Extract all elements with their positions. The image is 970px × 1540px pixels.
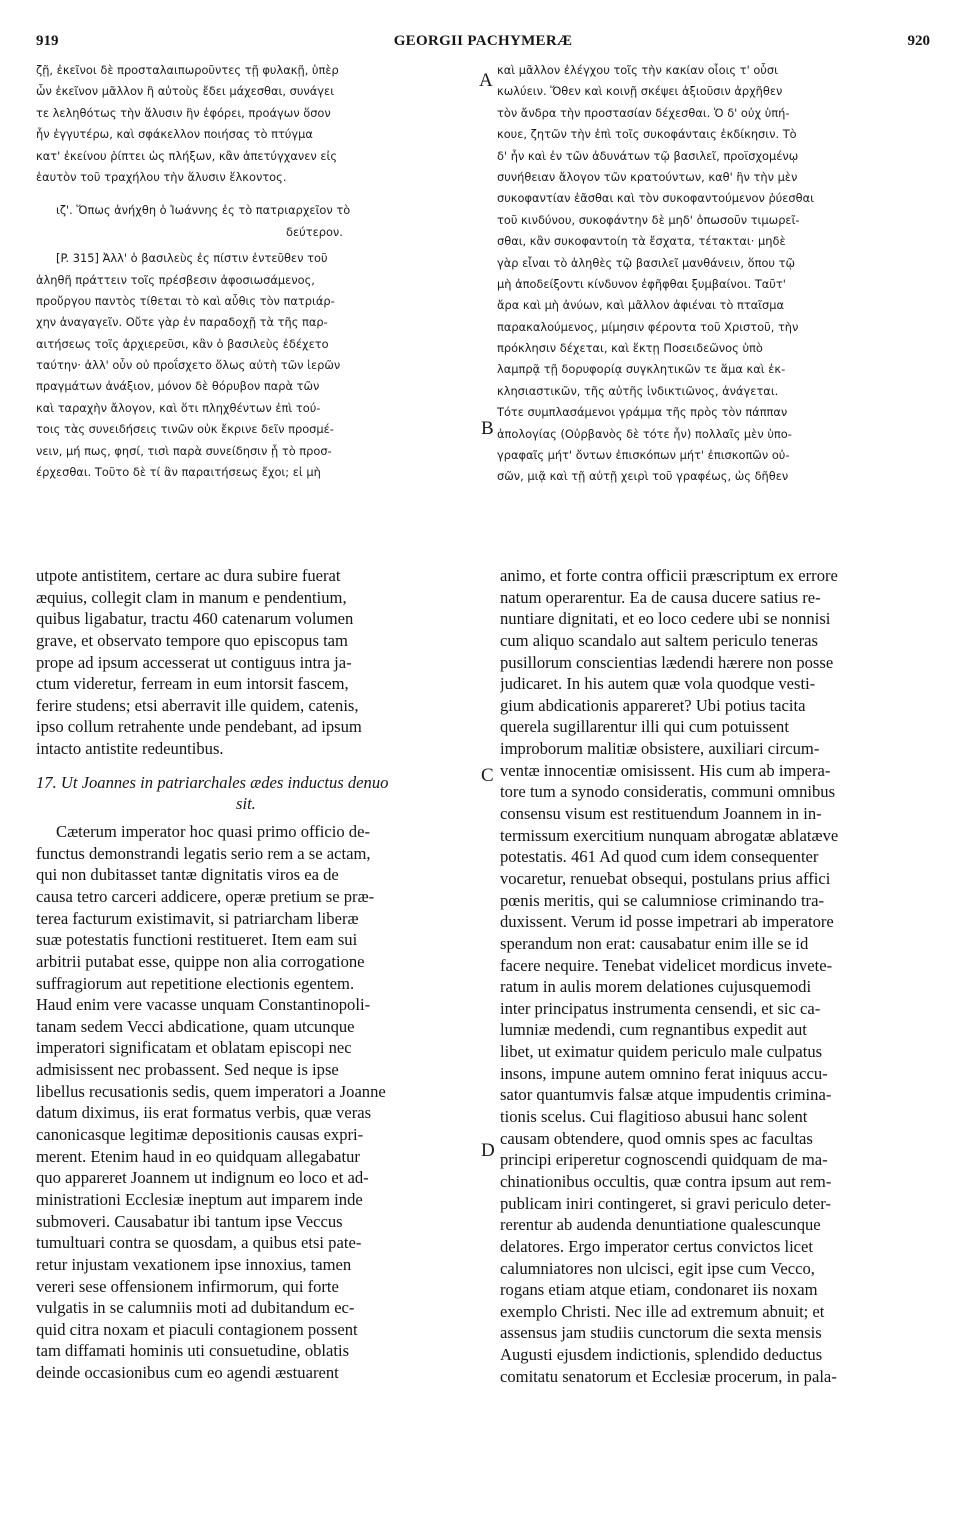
latin-line: quo appareret Joannem ut indignum eo loco et ad- <box>36 1168 369 1188</box>
greek-line: ἑαυτὸν τοῦ τραχήλου τὴν ἅλυσιν ἕλκοντος. <box>36 169 287 184</box>
latin-line: ferire studens; etsi aberravit ille quidem, catenis, <box>36 695 359 715</box>
latin-line: terea facturum existimavit, si patriarcham liberæ <box>36 908 359 928</box>
latin-line: assensus jam studiis cunctorum die sexta mensis <box>500 1323 822 1343</box>
latin-line: nuntiare dignitati, et eo loco cedere ubi se nonnisi <box>500 609 831 629</box>
running-header <box>36 33 930 55</box>
latin-line: duxissent. Verum id posse impetrari ab imperatore <box>500 912 834 932</box>
latin-line: calumniatores non ulcisci, egit ipse cum Vecco, <box>500 1258 815 1278</box>
greek-line: τε λεληθότως τὴν ἅλυσιν ἣν ἐφόρει, προάγων ὅσον <box>36 105 331 120</box>
latin-line: rerentur ab audenda denuntiatione qualescunque <box>500 1215 821 1235</box>
greek-chapter-heading-cont: δεύτερον. <box>286 224 343 239</box>
latin-line: animo, et forte contra officii præscriptum ex errore <box>500 566 838 585</box>
latin-line: delatores. Ergo imperator certus convictos licet <box>500 1236 814 1256</box>
greek-line: λαμπρᾷ τῇ δορυφορίᾳ συγκλητικῶν τε ἅμα καὶ ἐκ- <box>497 362 786 377</box>
latin-line: merent. Etenim haud in eo quidquam allegabatur <box>36 1146 360 1166</box>
greek-chapter-heading: ιζ'. Ὅπως ἀνήχθη ὁ Ἰωάννης ἐς τὸ πατριαρχεῖον τὸ <box>56 203 351 218</box>
latin-line: admisissent nec probassent. Sed neque is ipse <box>36 1060 339 1080</box>
greek-line: γραφαῖς μήτ' ὄντων ἐπισκόπων μήτ' ἐπισκοπῶν οὐ- <box>497 448 790 463</box>
latin-line: prope ad ipsum accesserat ut contiguus intra ja- <box>36 652 352 672</box>
latin-line: vulgatis in se calumniis moti ad dubitandum ec- <box>36 1298 355 1318</box>
latin-line: natum operarentur. Ea de causa ducere satius re- <box>500 587 821 607</box>
latin-line: libet, ut eximatur quidem periculo male culpatus <box>500 1042 823 1062</box>
latin-line: submoveri. Causabatur ibi tantum ipse Veccus <box>36 1211 343 1231</box>
latin-line: ipso collum retrahente unde pendebant, ad ipsum <box>36 717 362 737</box>
latin-line: ctum videretur, ferream in eum intorsit fascem, <box>36 674 349 694</box>
latin-line: querela sugillarentur illi qui cum potuissent <box>500 717 789 737</box>
latin-line: sator quantumvis falsæ atque impudentis criminа- <box>500 1085 832 1105</box>
latin-line: datum diximus, iis erat formatus verbis, quæ veras <box>36 1103 372 1123</box>
latin-line: facere nequire. Tenebat videlicet mordicus invete- <box>500 955 833 975</box>
greek-line: τοῦ κινδύνου, συκοφάντην δὲ μηδ' ὁπωσοῦν τιμωρεῖ- <box>497 212 800 227</box>
latin-line: libellus recusationis sedis, quem imperatori a Joanne <box>36 1081 386 1101</box>
latin-line: suæ potestatis functioni restitueret. Item eam sui <box>36 930 358 950</box>
latin-line: imperatori significatam et oblatam episcopi nec <box>36 1038 352 1058</box>
greek-line: καὶ ταραχὴν ἄλογον, καὶ ὅτι πληχθέντων ἐπὶ τού- <box>36 400 321 415</box>
latin-line: termissum exercitium nunquam abrogatæ ablatæve <box>500 825 839 845</box>
latin-line: potestatis. 461 Ad quod cum idem consequenter <box>500 847 819 867</box>
greek-line: σθαι, κἂν συκοφαντοίη τὰ ἔσχατα, τέτακται· μηδὲ <box>497 234 786 249</box>
latin-line: tanam sedem Vecci abdicatione, quam utcunque <box>36 1016 355 1036</box>
greek-line: χην ἀναγαγεῖν. Οὔτε γὰρ ἐν παραδοχῇ τὰ τῆς παρ- <box>36 315 328 330</box>
latin-line: grave, et observato tempore quo episcopus tam <box>36 630 348 650</box>
latin-line: exemplo Christi. Nec ille ad extremum abnuit; et <box>500 1301 825 1321</box>
greek-line: αιτήσεως τοῖς ἀρχιερεῦσι, κἂν ὁ βασιλεὺς ἐδέχετο <box>36 336 329 351</box>
greek-line: καὶ μᾶλλον ἐλέγχου τοῖς τὴν κακίαν οἷοις τ' οὖσι <box>497 63 778 77</box>
latin-line: consensu visum est restituendum Joannem in in- <box>500 804 822 824</box>
greek-text-right-column <box>497 60 935 488</box>
latin-line: vereri sese offensionem infirmorum, qui forte <box>36 1276 339 1296</box>
greek-line: ἀπολογίας (Οὐρβανὸς δὲ τότε ἦν) πολλαῖς μὲν ὑπο- <box>497 426 792 441</box>
latin-line: deinde occasionibus cum eo agendi æstuarent <box>36 1363 339 1383</box>
latin-line: æquius, collegit clam in manum e pendentium, <box>36 587 347 607</box>
latin-line: Cæterum imperator hoc quasi primo officio de- <box>56 822 370 842</box>
latin-line: sperandum non erat: causabatur enim ille se id <box>500 933 809 953</box>
latin-line: comitatu senatorum et Ecclesiæ procerum, in pala- <box>500 1366 837 1386</box>
page-number-right: 920 <box>907 33 930 49</box>
latin-line: lumniæ medendi, cum regnantibus expedit aut <box>500 1020 807 1040</box>
latin-line: functus demonstrandi legatis serio rem a se actam, <box>36 843 371 863</box>
greek-line: ὧν ἐκεῖνον μᾶλλον ἢ αὐτοὺς ἔδει μάχεσθαι, συνάγει <box>36 84 335 99</box>
greek-line: μὴ ἀποδείξοντι κίνδυνον ἐφῆφθαι ξυμβαίνοι. Ταῦτ' <box>497 276 786 291</box>
latin-line: intacto antistite redeuntibus. <box>36 739 224 759</box>
greek-line: σῶν, μιᾷ καὶ τῇ αὐτῇ χειρὶ τοῦ γραφέως, ὡς δῆθεν <box>497 469 789 484</box>
latin-line: quid citra noxam et piaculi contagionem possent <box>36 1319 358 1339</box>
page-number-left: 919 <box>36 33 59 49</box>
latin-line: pusillorum conscientias lædendi hærere non posse <box>500 652 834 672</box>
greek-line: [P. 315] Ἀλλ' ὁ βασιλεὺς ἐς πίστιν ἐντεῦθεν τοῦ <box>56 251 328 266</box>
greek-line: Τότε συμπλασάμενοι γράμμα τῆς πρὸς τὸν πάππαν <box>497 405 788 420</box>
latin-line: Haud enim vere vacasse unquam Constantinopoli- <box>36 995 371 1015</box>
latin-line: causam obtendere, quod omnis spes ac facultas <box>500 1128 813 1148</box>
greek-line: κατ' ἐκείνου ῥίπτει ὡς πλήξων, κἂν ἀπετύγχανεν εἰς <box>36 148 338 163</box>
greek-line: ἦν ἐγγυτέρω, καὶ σφάκελλον ποιήσας τὸ πτύγμα <box>36 127 313 142</box>
latin-line: qui non dubitasset tantæ dignitatis viros ea de <box>36 865 339 885</box>
greek-line: δ' ἦν καὶ ἐν τῶν ἀδυνάτων τῷ βασιλεῖ, προϊσχομένῳ <box>497 148 799 163</box>
greek-text-left-column <box>36 60 476 483</box>
greek-line: ἄρα καὶ μὴ ἀνύων, καὶ μᾶλλον ἀφιέναι τὸ πταῖσμα <box>497 298 785 313</box>
latin-line: tam diffamati hominis uti consuetudine, oblatis <box>36 1341 350 1361</box>
latin-line: cum aliquo scandalo aut saltem periculo teneras <box>500 630 818 650</box>
latin-line: publicam iniri contingeret, si gravi periculo deter- <box>500 1193 831 1213</box>
latin-line: utpote antistitem, certare ac dura subire fuerat <box>36 566 341 585</box>
latin-line: ministrationi Ecclesiæ ineptum aut imparem inde <box>36 1189 363 1209</box>
margin-letter-b: B <box>481 418 494 439</box>
latin-line: retur injustam vexationem ipse innoxius, tamen <box>36 1254 352 1274</box>
latin-text-right-column <box>500 565 936 1387</box>
latin-line: ventæ innocentiæ omisissent. His cum ab impera- <box>500 760 831 780</box>
latin-line: insons, impune autem omnino ferat iniquus accu- <box>500 1063 828 1083</box>
greek-line: έρχεσθαι. Τοῦτο δὲ τί ἂν παραιτήσεως ἔχοι; εἰ μὴ <box>36 465 321 480</box>
latin-line: ratum in aulis morem delationes cujusquemodi <box>500 977 812 997</box>
latin-line: gium abdicationis appareret? Ubi potius tacita <box>500 695 806 715</box>
latin-line: vocaretur, renuebat obsequi, postulans prius affici <box>500 868 831 888</box>
greek-line: τοις τὰς συνειδήσεις τινῶν οὐκ ἔκρινε δεῖν προσμέ- <box>36 422 334 437</box>
greek-line: τὸν ἄνδρα τὴν προστασίαν δέχεσθαι. Ὁ δ' οὐχ ὑπή- <box>497 105 790 120</box>
latin-line: inter principatus instrumenta censendi, et sic ca- <box>500 998 821 1018</box>
latin-line: principi eriperetur cognoscendi quidquam de ma- <box>500 1150 828 1170</box>
latin-line: rogans etiam atque etiam, condonaret iis noxam <box>500 1280 818 1300</box>
latin-chapter-title-cont: sit. <box>236 794 256 814</box>
latin-line: arbitrii putabat esse, quippe non alia corrogatione <box>36 951 365 971</box>
greek-line: ἀληθῆ πράττειν τοῖς πρέσβεσιν ἀφοσιωσάμενος, <box>36 272 315 287</box>
greek-line: ταύτην· ἀλλ' οὖν οὐ προΐσχετο ὅλως αὐτὴ τῶν ἱερῶν <box>36 358 341 373</box>
latin-line: improborum malitiæ obsistere, auxiliari circum- <box>500 739 820 759</box>
latin-line: canonicasque legitimæ depositionis causas expri- <box>36 1125 364 1145</box>
latin-line: quibus ligabatur, tractu 460 catenarum volumen <box>36 609 354 629</box>
latin-line: pœnis meritis, qui se calumniose criminando tra- <box>500 890 824 910</box>
margin-letter-d: D <box>481 1140 495 1161</box>
greek-line: κλησιαστικῶν, τῆς αὐτῆς ἰνδικτιῶνος, ἀνάγεται. <box>497 383 779 398</box>
greek-line: παρακαλούμενος, μίμησιν φέροντα τοῦ Χριστοῦ, τὴν <box>497 319 799 334</box>
greek-line: συνήθειαν ἄλογον τῶν κρατούντων, καθ' ἣν τὴν μὲν <box>497 169 798 184</box>
greek-line: γὰρ εἶναι τὸ ἀληθὲς τῷ βασιλεῖ μανθάνειν, ὅπου τῷ <box>497 255 796 270</box>
greek-line: πραγμάτων ἀνάξιον, μόνον δὲ θόρυβον παρὰ τῶν <box>36 379 320 394</box>
latin-line: judicaret. In his autem quæ vola quodque vesti- <box>500 674 816 694</box>
greek-line: συκοφαντίαν ἐᾶσθαι καὶ τὸν συκοφαντούμενον ῥύεσθαι <box>497 191 814 206</box>
latin-chapter-title: 17. Ut Joannes in patriarchales ædes inductus denuo <box>36 772 389 792</box>
greek-line: κωλύειν. Ὅθεν καὶ κοινῇ σκέψει ἀξιοῦσιν ἀρχῆθεν <box>497 84 783 99</box>
greek-line: νειν, μή πως, φησί, τισὶ παρὰ συνείδησιν ᾖ τὸ προσ- <box>36 443 332 458</box>
greek-line: προὔργου παντὸς τίθεται τὸ καὶ αὖθις τὸν πατριάρ- <box>36 293 335 308</box>
greek-line: ζῇ, ἐκεῖνοι δὲ προσταλαιπωροῦντες τῇ φυλακῇ, ὑπὲρ <box>36 63 339 77</box>
latin-line: tionis scelus. Cui flagitioso abusui hanc solent <box>500 1107 808 1127</box>
greek-line: πρόκλησιν δέχεται, καὶ ἕκτῃ Ποσειδεῶνος ὑπὸ <box>497 341 763 356</box>
greek-line: κουε, ζητῶν τὴν ἐπὶ τοῖς συκοφάνταις ἐκδίκησιν. Τὸ <box>497 127 797 142</box>
latin-line: tumultuari contra se quosdam, a quibus etsi pate- <box>36 1233 362 1253</box>
margin-letter-c: C <box>481 765 494 786</box>
latin-line: Augusti ejusdem indictionis, splendido deductus <box>500 1345 823 1365</box>
latin-line: chinationibus occultis, quæ contra ipsum aut rem- <box>500 1171 832 1191</box>
latin-text-left-column <box>36 565 478 1384</box>
running-title: GEORGII PACHYMERÆ <box>393 33 573 49</box>
latin-line: causa tetro carceri addicere, operæ pretium se præ- <box>36 886 375 906</box>
latin-line: tore tum a synodo consideratis, communi omnibus <box>500 782 836 802</box>
latin-line: suffragiorum aut repetitione electionis egentem. <box>36 973 355 993</box>
margin-letter-a: A <box>479 70 493 91</box>
